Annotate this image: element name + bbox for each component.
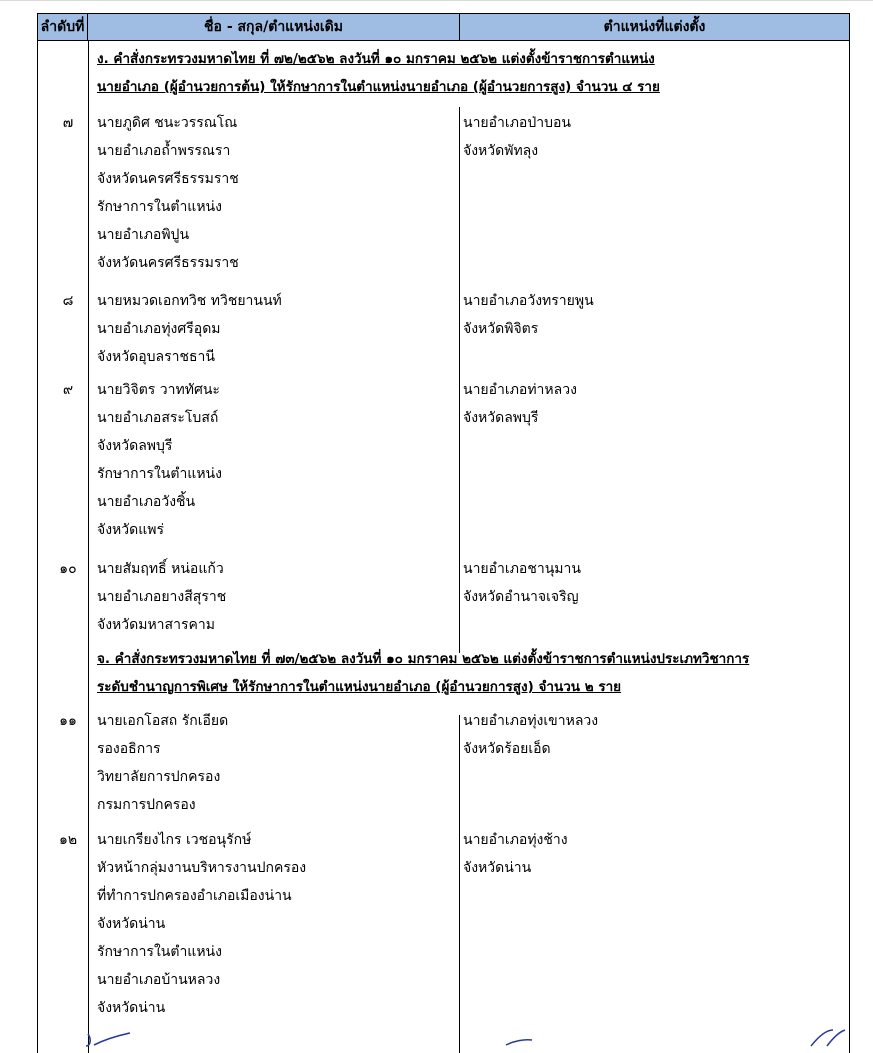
- new-position-line: จังหวัดพิจิตร: [463, 321, 539, 337]
- signature-mark-right: [805, 1026, 855, 1047]
- new-position-line: จังหวัดลพบุรี: [463, 410, 539, 426]
- old-position-line: รักษาการในตำแหน่ง: [97, 466, 222, 482]
- old-position-line: รักษาการในตำแหน่ง: [97, 944, 222, 960]
- new-position-line: นายอำเภอทุ่งเขาหลวง: [463, 713, 599, 729]
- signature-mark-left: [80, 1030, 140, 1047]
- header-appointed-position: ตำแหน่งที่แต่งตั้ง: [603, 19, 706, 35]
- old-position-line: กรมการปกครอง: [97, 797, 196, 813]
- entry-number: ๑๒: [58, 832, 78, 848]
- entry-number: ๑๑: [59, 713, 77, 729]
- old-position-line: จังหวัดน่าน: [97, 1000, 166, 1016]
- old-position-line: นายวิจิตร วาททัศนะ: [97, 382, 220, 398]
- new-position-line: นายอำเภอทุ่งช้าง: [463, 832, 568, 848]
- old-position-line: ที่ทำการปกครองอำเภอเมืองน่าน: [97, 888, 292, 904]
- old-position-line: นายอำเภอทุ่งศรีอุดม: [97, 321, 221, 337]
- new-position-line: นายอำเภอท่าหลวง: [463, 382, 577, 398]
- new-position-line: นายอำเภอชานุมาน: [463, 561, 581, 577]
- old-position-line: จังหวัดลพบุรี: [97, 438, 173, 454]
- section-title: จ. คำสั่งกระทรวงมหาดไทย ที่ ๗๓/๒๕๖๒ ลงวันที่ ๑๐ มกราคม ๒๕๖๒ แต่งตั้งข้าราชการตำแหน่งประเภทวิชาการ: [97, 651, 750, 667]
- section-title: ระดับชำนาญการพิเศษ ให้รักษาการในตำแหน่งนายอำเภอ (ผู้อำนวยการสูง) จำนวน ๒ ราย: [97, 679, 622, 695]
- old-position-line: นายหมวดเอกทวิช ทวิชยานนท์: [97, 293, 282, 309]
- old-position-line: จังหวัดน่าน: [97, 916, 166, 932]
- old-position-line: นายอำเภอวังชิ้น: [97, 494, 196, 510]
- header-order: ลำดับที่: [38, 14, 88, 41]
- column-divider-right-lower: [459, 715, 460, 1053]
- old-position-line: รองอธิการ: [97, 741, 161, 757]
- old-position-line: นายสัมฤทธิ์ หน่อแก้ว: [97, 561, 224, 577]
- appointment-table: [37, 13, 850, 1053]
- new-position-line: นายอำเภอวังทรายพูน: [463, 293, 594, 309]
- old-position-line: นายอำเภอพิปูน: [97, 227, 190, 243]
- old-position-line: นายเกรียงไกร เวชอนุรักษ์: [97, 832, 252, 848]
- new-position-line: จังหวัดอำนาจเจริญ: [463, 589, 579, 605]
- new-position-line: นายอำเภอป่าบอน: [463, 115, 571, 131]
- entry-number: ๙: [62, 382, 74, 398]
- old-position-line: จังหวัดมหาสารคาม: [97, 617, 215, 633]
- old-position-line: รักษาการในตำแหน่ง: [97, 199, 222, 215]
- column-divider-right-upper: [459, 107, 460, 653]
- old-position-line: นายอำเภอยางสีสุราช: [97, 589, 227, 605]
- header-name-old-position: ชื่อ - สกุล/ตำแหน่งเดิม: [88, 14, 460, 41]
- new-position-line: จังหวัดร้อยเอ็ด: [463, 741, 551, 757]
- signature-mark-center: [500, 1036, 540, 1047]
- column-divider-left: [88, 41, 89, 1053]
- entry-number: ๗: [62, 115, 74, 131]
- top-divider: [0, 0, 873, 1]
- new-position-line: จังหวัดพัทลุง: [463, 143, 539, 159]
- entry-number: ๘: [62, 293, 74, 309]
- new-position-line: จังหวัดน่าน: [463, 860, 532, 876]
- table-header: [38, 13, 849, 41]
- old-position-line: จังหวัดอุบลราชธานี: [97, 349, 215, 365]
- old-position-line: นายอำเภอบ้านหลวง: [97, 972, 221, 988]
- old-position-line: จังหวัดแพร่: [97, 522, 164, 538]
- entry-number: ๑๐: [59, 561, 77, 577]
- section-title: ง. คำสั่งกระทรวงมหาดไทย ที่ ๗๒/๒๕๖๒ ลงวันที่ ๑๐ มกราคม ๒๕๖๒ แต่งตั้งข้าราชการตำแหน่ง: [97, 51, 655, 67]
- old-position-line: หัวหน้ากลุ่มงานบริหารงานปกครอง: [97, 860, 307, 876]
- old-position-line: นายอำเภอสระโบสถ์: [97, 410, 219, 426]
- section-title: นายอำเภอ (ผู้อำนวยการต้น) ให้รักษาการในตำแหน่งนายอำเภอ (ผู้อำนวยการสูง) จำนวน ๔ ราย: [97, 79, 660, 95]
- old-position-line: นายอำเภอถ้ำพรรณรา: [97, 143, 231, 159]
- old-position-line: จังหวัดนครศรีธรรมราช: [97, 171, 239, 187]
- old-position-line: นายภูดิศ ชนะวรรณโณ: [97, 115, 238, 131]
- old-position-line: วิทยาลัยการปกครอง: [97, 769, 221, 785]
- old-position-line: จังหวัดนครศรีธรรมราช: [97, 255, 239, 271]
- old-position-line: นายเอกโอสถ รักเอียด: [97, 713, 229, 729]
